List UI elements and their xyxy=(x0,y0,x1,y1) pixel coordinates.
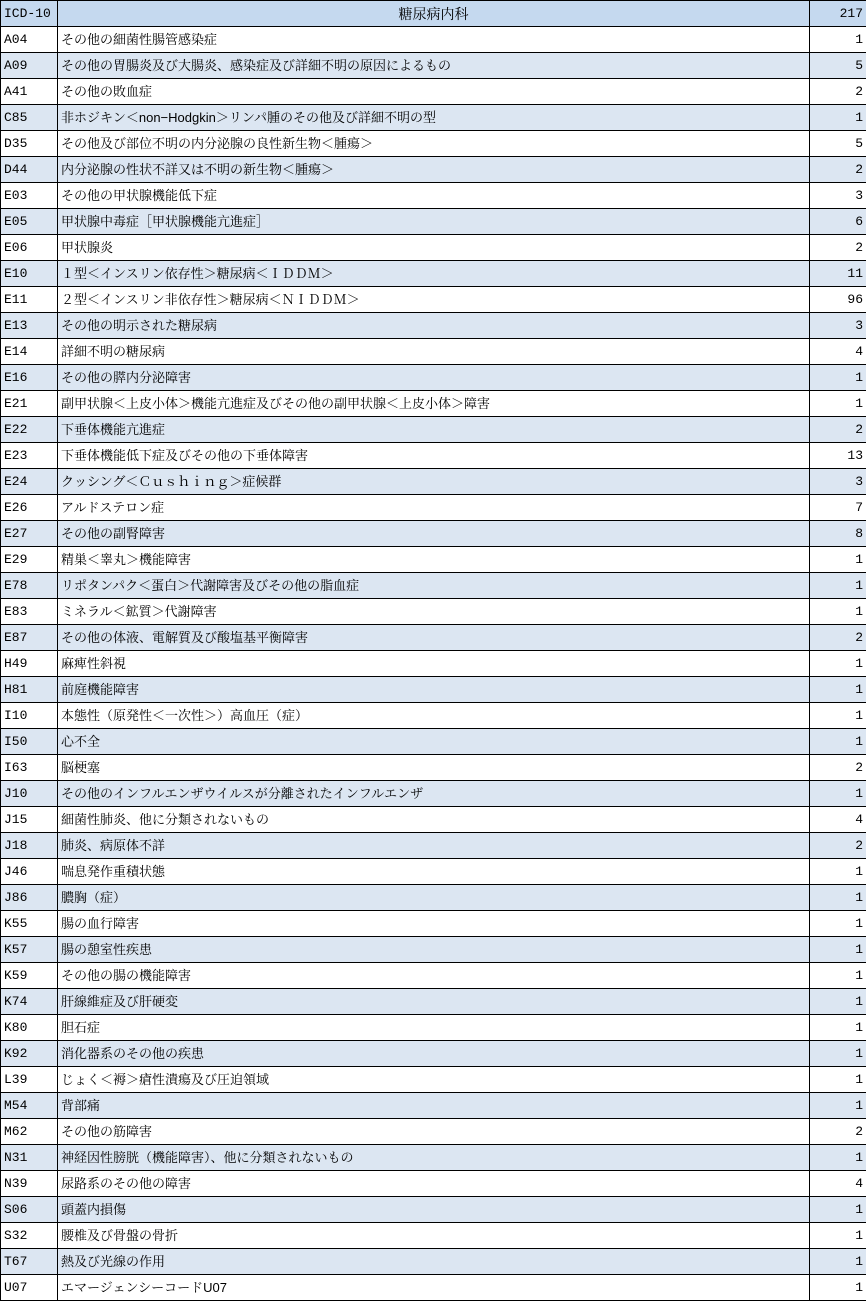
cell-diagnosis-name: ２型＜インスリン非依存性＞糖尿病＜ＮＩＤＤＭ＞ xyxy=(58,287,810,313)
cell-icd10-code: E16 xyxy=(1,365,58,391)
cell-case-count: 1 xyxy=(810,859,866,885)
cell-diagnosis-name: 腰椎及び骨盤の骨折 xyxy=(58,1223,810,1249)
cell-diagnosis-name: その他の体液、電解質及び酸塩基平衡障害 xyxy=(58,625,810,651)
cell-icd10-code: J15 xyxy=(1,807,58,833)
table-row xyxy=(1,79,866,105)
cell-diagnosis-name: 細菌性肺炎、他に分類されないもの xyxy=(58,807,810,833)
table-row xyxy=(1,859,866,885)
table-row xyxy=(1,183,866,209)
table-row xyxy=(1,885,866,911)
table-row xyxy=(1,157,866,183)
cell-icd10-code: D35 xyxy=(1,131,58,157)
cell-diagnosis-name: 消化器系のその他の疾患 xyxy=(58,1041,810,1067)
table-row xyxy=(1,131,866,157)
cell-case-count: 1 xyxy=(810,989,866,1015)
cell-diagnosis-name: 肝線維症及び肝硬変 xyxy=(58,989,810,1015)
cell-diagnosis-name: クッシング＜Ｃｕｓｈｉｎｇ＞症候群 xyxy=(58,469,810,495)
cell-case-count: 5 xyxy=(810,131,866,157)
cell-diagnosis-name: 腸の血行障害 xyxy=(58,911,810,937)
table-row xyxy=(1,235,866,261)
cell-case-count: 1 xyxy=(810,1067,866,1093)
cell-icd10-code: E10 xyxy=(1,261,58,287)
cell-icd10-code: M54 xyxy=(1,1093,58,1119)
cell-diagnosis-name: その他の敗血症 xyxy=(58,79,810,105)
cell-case-count: 8 xyxy=(810,521,866,547)
cell-case-count: 5 xyxy=(810,53,866,79)
cell-case-count: 11 xyxy=(810,261,866,287)
cell-diagnosis-name: 副甲状腺＜上皮小体＞機能亢進症及びその他の副甲状腺＜上皮小体＞障害 xyxy=(58,391,810,417)
table-row xyxy=(1,27,866,53)
cell-case-count: 1 xyxy=(810,1223,866,1249)
cell-diagnosis-name: 膿胸（症） xyxy=(58,885,810,911)
table-row xyxy=(1,625,866,651)
table-row xyxy=(1,469,866,495)
cell-diagnosis-name: ミネラル＜鉱質＞代謝障害 xyxy=(58,599,810,625)
cell-diagnosis-name: その他の甲状腺機能低下症 xyxy=(58,183,810,209)
cell-diagnosis-name: 本態性（原発性＜一次性＞）高血圧（症） xyxy=(58,703,810,729)
cell-diagnosis-name: アルドステロン症 xyxy=(58,495,810,521)
cell-diagnosis-name: 下垂体機能低下症及びその他の下垂体障害 xyxy=(58,443,810,469)
table-row xyxy=(1,807,866,833)
cell-case-count: 3 xyxy=(810,183,866,209)
cell-case-count: 2 xyxy=(810,833,866,859)
cell-icd10-code: N39 xyxy=(1,1171,58,1197)
table-row xyxy=(1,443,866,469)
cell-diagnosis-name: その他の腸の機能障害 xyxy=(58,963,810,989)
cell-diagnosis-name: その他の膵内分泌障害 xyxy=(58,365,810,391)
cell-icd10-code: E83 xyxy=(1,599,58,625)
cell-case-count: 1 xyxy=(810,1093,866,1119)
cell-case-count: 4 xyxy=(810,807,866,833)
table-row xyxy=(1,651,866,677)
cell-icd10-code: J86 xyxy=(1,885,58,911)
cell-case-count: 2 xyxy=(810,235,866,261)
cell-icd10-code: U07 xyxy=(1,1275,58,1301)
cell-case-count: 1 xyxy=(810,963,866,989)
table-row xyxy=(1,573,866,599)
table-row xyxy=(1,1171,866,1197)
cell-diagnosis-name: 尿路系のその他の障害 xyxy=(58,1171,810,1197)
table-row xyxy=(1,209,866,235)
cell-icd10-code: I63 xyxy=(1,755,58,781)
cell-icd10-code: E11 xyxy=(1,287,58,313)
cell-icd10-code: D44 xyxy=(1,157,58,183)
cell-case-count: 1 xyxy=(810,365,866,391)
table-row xyxy=(1,261,866,287)
cell-icd10-code: H49 xyxy=(1,651,58,677)
cell-case-count: 4 xyxy=(810,1171,866,1197)
cell-diagnosis-name: エマージェンシーコードU07 xyxy=(58,1275,810,1301)
cell-icd10-code: H81 xyxy=(1,677,58,703)
table-row xyxy=(1,1223,866,1249)
table-row xyxy=(1,1015,866,1041)
table-row xyxy=(1,53,866,79)
cell-case-count: 2 xyxy=(810,79,866,105)
cell-icd10-code: E87 xyxy=(1,625,58,651)
cell-icd10-code: E21 xyxy=(1,391,58,417)
table-row xyxy=(1,365,866,391)
table-row xyxy=(1,911,866,937)
table-header xyxy=(1,1,866,27)
cell-icd10-code: I50 xyxy=(1,729,58,755)
cell-case-count: 7 xyxy=(810,495,866,521)
cell-icd10-code: K57 xyxy=(1,937,58,963)
cell-case-count: 3 xyxy=(810,469,866,495)
cell-case-count: 4 xyxy=(810,339,866,365)
cell-case-count: 2 xyxy=(810,157,866,183)
cell-case-count: 1 xyxy=(810,599,866,625)
cell-case-count: 1 xyxy=(810,105,866,131)
cell-icd10-code: C85 xyxy=(1,105,58,131)
cell-diagnosis-name: 喘息発作重積状態 xyxy=(58,859,810,885)
table-row xyxy=(1,1249,866,1275)
cell-case-count: 1 xyxy=(810,1041,866,1067)
cell-diagnosis-name: １型＜インスリン依存性＞糖尿病＜ＩＤＤＭ＞ xyxy=(58,261,810,287)
cell-icd10-code: J46 xyxy=(1,859,58,885)
cell-icd10-code: K59 xyxy=(1,963,58,989)
cell-case-count: 2 xyxy=(810,755,866,781)
cell-diagnosis-name: その他の細菌性腸管感染症 xyxy=(58,27,810,53)
cell-diagnosis-name: リポタンパク＜蛋白＞代謝障害及びその他の脂血症 xyxy=(58,573,810,599)
cell-icd10-code: S06 xyxy=(1,1197,58,1223)
header-row xyxy=(1,1,866,27)
cell-case-count: 2 xyxy=(810,417,866,443)
cell-diagnosis-name: じょく＜褥＞瘡性潰瘍及び圧迫領域 xyxy=(58,1067,810,1093)
cell-icd10-code: E29 xyxy=(1,547,58,573)
cell-icd10-code: E24 xyxy=(1,469,58,495)
cell-case-count: 2 xyxy=(810,1119,866,1145)
cell-icd10-code: S32 xyxy=(1,1223,58,1249)
table-row xyxy=(1,963,866,989)
cell-diagnosis-name: その他の明示された糖尿病 xyxy=(58,313,810,339)
table-row xyxy=(1,781,866,807)
table-body xyxy=(1,27,866,1301)
table-row xyxy=(1,1067,866,1093)
cell-case-count: 1 xyxy=(810,781,866,807)
cell-diagnosis-name: その他及び部位不明の内分泌腺の良性新生物＜腫瘍＞ xyxy=(58,131,810,157)
cell-case-count: 1 xyxy=(810,729,866,755)
cell-diagnosis-name: その他の副腎障害 xyxy=(58,521,810,547)
cell-icd10-code: M62 xyxy=(1,1119,58,1145)
table-row xyxy=(1,1093,866,1119)
cell-diagnosis-name: 前庭機能障害 xyxy=(58,677,810,703)
cell-icd10-code: L39 xyxy=(1,1067,58,1093)
cell-icd10-code: N31 xyxy=(1,1145,58,1171)
cell-icd10-code: E22 xyxy=(1,417,58,443)
header-icd10-code: ICD-10 xyxy=(1,1,58,27)
cell-case-count: 1 xyxy=(810,573,866,599)
table-row xyxy=(1,1275,866,1301)
cell-icd10-code: I10 xyxy=(1,703,58,729)
cell-icd10-code: E26 xyxy=(1,495,58,521)
cell-diagnosis-name: 脳梗塞 xyxy=(58,755,810,781)
cell-icd10-code: E14 xyxy=(1,339,58,365)
table-row xyxy=(1,1197,866,1223)
table-row xyxy=(1,937,866,963)
table-row xyxy=(1,313,866,339)
cell-icd10-code: E78 xyxy=(1,573,58,599)
cell-icd10-code: K92 xyxy=(1,1041,58,1067)
table-row xyxy=(1,339,866,365)
cell-diagnosis-name: 甲状腺中毒症［甲状腺機能亢進症］ xyxy=(58,209,810,235)
cell-case-count: 1 xyxy=(810,391,866,417)
cell-icd10-code: E13 xyxy=(1,313,58,339)
cell-case-count: 1 xyxy=(810,911,866,937)
cell-diagnosis-name: 非ホジキン＜non−Hodgkin＞リンパ腫のその他及び詳細不明の型 xyxy=(58,105,810,131)
table-row xyxy=(1,1119,866,1145)
table-row xyxy=(1,599,866,625)
cell-icd10-code: T67 xyxy=(1,1249,58,1275)
cell-icd10-code: A41 xyxy=(1,79,58,105)
cell-case-count: 1 xyxy=(810,1275,866,1301)
cell-case-count: 1 xyxy=(810,703,866,729)
table-row xyxy=(1,989,866,1015)
header-total-count: 217 xyxy=(810,1,866,27)
cell-case-count: 13 xyxy=(810,443,866,469)
cell-case-count: 96 xyxy=(810,287,866,313)
table-row xyxy=(1,729,866,755)
cell-case-count: 1 xyxy=(810,1197,866,1223)
cell-icd10-code: J18 xyxy=(1,833,58,859)
cell-case-count: 2 xyxy=(810,625,866,651)
cell-icd10-code: A09 xyxy=(1,53,58,79)
table-row xyxy=(1,1145,866,1171)
table-row xyxy=(1,755,866,781)
cell-case-count: 1 xyxy=(810,1015,866,1041)
table-row xyxy=(1,1041,866,1067)
table-row xyxy=(1,547,866,573)
cell-case-count: 1 xyxy=(810,677,866,703)
table-row xyxy=(1,833,866,859)
table-row xyxy=(1,417,866,443)
cell-case-count: 1 xyxy=(810,885,866,911)
cell-case-count: 1 xyxy=(810,1145,866,1171)
cell-diagnosis-name: 熱及び光線の作用 xyxy=(58,1249,810,1275)
cell-diagnosis-name: 下垂体機能亢進症 xyxy=(58,417,810,443)
cell-diagnosis-name: 内分泌腺の性状不詳又は不明の新生物＜腫瘍＞ xyxy=(58,157,810,183)
table-row xyxy=(1,391,866,417)
cell-icd10-code: E23 xyxy=(1,443,58,469)
cell-icd10-code: A04 xyxy=(1,27,58,53)
cell-case-count: 1 xyxy=(810,1249,866,1275)
table-row xyxy=(1,703,866,729)
cell-case-count: 1 xyxy=(810,27,866,53)
cell-case-count: 3 xyxy=(810,313,866,339)
table-row xyxy=(1,495,866,521)
cell-icd10-code: E05 xyxy=(1,209,58,235)
cell-diagnosis-name: 頭蓋内損傷 xyxy=(58,1197,810,1223)
table-row xyxy=(1,521,866,547)
cell-case-count: 1 xyxy=(810,651,866,677)
cell-icd10-code: E06 xyxy=(1,235,58,261)
cell-icd10-code: E03 xyxy=(1,183,58,209)
cell-icd10-code: K74 xyxy=(1,989,58,1015)
cell-diagnosis-name: 詳細不明の糖尿病 xyxy=(58,339,810,365)
cell-diagnosis-name: その他のインフルエンザウイルスが分離されたインフルエンザ xyxy=(58,781,810,807)
cell-icd10-code: K80 xyxy=(1,1015,58,1041)
table-row xyxy=(1,677,866,703)
cell-diagnosis-name: 甲状腺炎 xyxy=(58,235,810,261)
cell-case-count: 1 xyxy=(810,937,866,963)
cell-diagnosis-name: 麻痺性斜視 xyxy=(58,651,810,677)
cell-diagnosis-name: 精巣＜睾丸＞機能障害 xyxy=(58,547,810,573)
cell-diagnosis-name: 肺炎、病原体不詳 xyxy=(58,833,810,859)
cell-diagnosis-name: その他の筋障害 xyxy=(58,1119,810,1145)
table-row xyxy=(1,105,866,131)
table-row xyxy=(1,287,866,313)
cell-icd10-code: J10 xyxy=(1,781,58,807)
header-department-title: 糖尿病内科 xyxy=(58,1,810,27)
cell-diagnosis-name: 腸の憩室性疾患 xyxy=(58,937,810,963)
cell-diagnosis-name: その他の胃腸炎及び大腸炎、感染症及び詳細不明の原因によるもの xyxy=(58,53,810,79)
cell-case-count: 1 xyxy=(810,547,866,573)
cell-case-count: 6 xyxy=(810,209,866,235)
cell-diagnosis-name: 心不全 xyxy=(58,729,810,755)
cell-icd10-code: E27 xyxy=(1,521,58,547)
cell-icd10-code: K55 xyxy=(1,911,58,937)
cell-diagnosis-name: 胆石症 xyxy=(58,1015,810,1041)
cell-diagnosis-name: 神経因性膀胱（機能障害）、他に分類されないもの xyxy=(58,1145,810,1171)
cell-diagnosis-name: 背部痛 xyxy=(58,1093,810,1119)
